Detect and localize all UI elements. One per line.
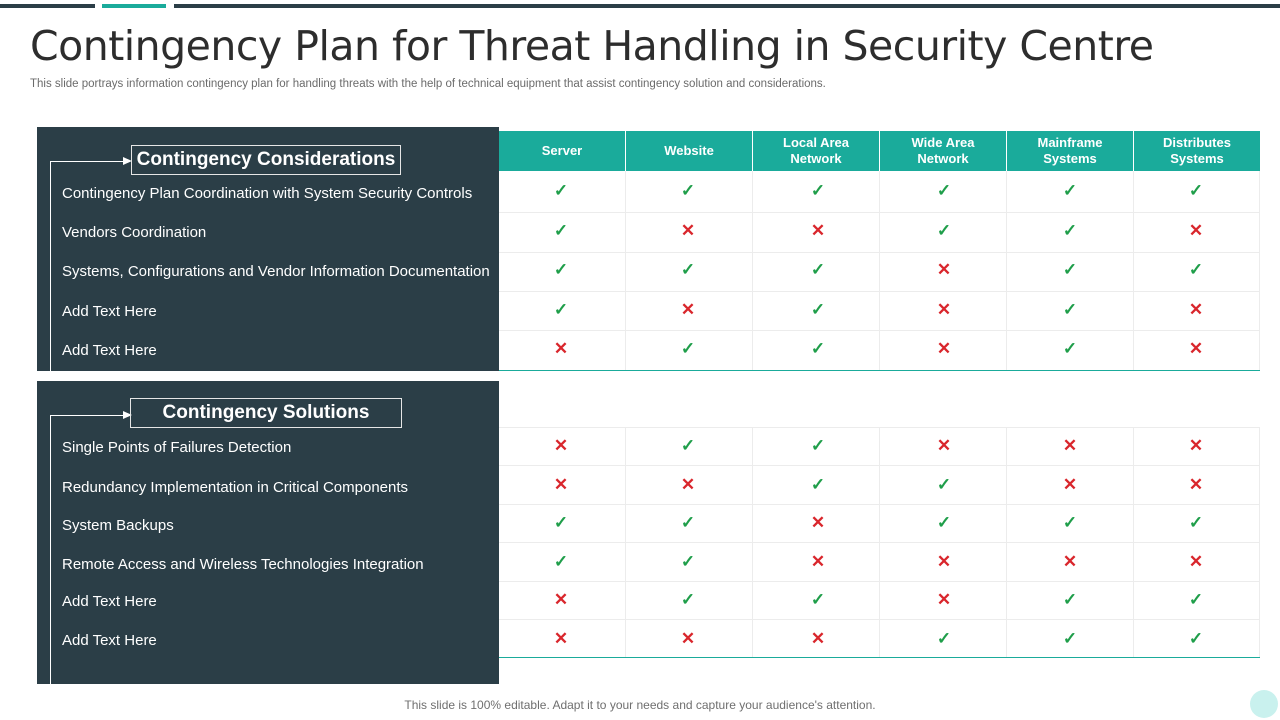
row-label: Add Text Here xyxy=(62,342,157,359)
table-divider xyxy=(499,657,1260,658)
grid-line xyxy=(1259,171,1260,370)
check-icon: ✓ xyxy=(1062,629,1078,648)
row-label: Systems, Configurations and Vendor Information Documentation xyxy=(62,263,490,280)
grid-line xyxy=(499,330,1260,331)
table-divider xyxy=(499,370,1260,371)
check-icon: ✓ xyxy=(680,260,696,279)
cross-icon: ✕ xyxy=(810,221,826,240)
cross-icon: ✕ xyxy=(936,590,952,609)
grid-line xyxy=(499,581,1260,582)
row-label: Contingency Plan Coordination with System Security Controls xyxy=(62,185,473,202)
cross-icon: ✕ xyxy=(936,339,952,358)
check-icon: ✓ xyxy=(553,513,569,532)
row-label: Add Text Here xyxy=(62,303,157,320)
check-icon: ✓ xyxy=(680,590,696,609)
cross-icon: ✕ xyxy=(680,629,696,648)
row-label: Add Text Here xyxy=(62,593,157,610)
cross-icon: ✕ xyxy=(810,513,826,532)
connector-horizontal xyxy=(50,415,128,416)
column-header-server: Server xyxy=(499,131,625,171)
page-subtitle: This slide portrays information contingency plan for handling threats with the help of technical equipment that assist contingency solution and considerations. xyxy=(30,78,826,90)
check-icon: ✓ xyxy=(680,552,696,571)
check-icon: ✓ xyxy=(1188,260,1204,279)
check-icon: ✓ xyxy=(680,339,696,358)
cross-icon: ✕ xyxy=(936,436,952,455)
check-icon: ✓ xyxy=(936,629,952,648)
grid-line xyxy=(499,619,1260,620)
cross-icon: ✕ xyxy=(1188,339,1204,358)
row-label: Redundancy Implementation in Critical Components xyxy=(62,479,409,496)
check-icon: ✓ xyxy=(1062,590,1078,609)
check-icon: ✓ xyxy=(553,300,569,319)
corner-dot xyxy=(1250,690,1278,718)
cross-icon: ✕ xyxy=(936,552,952,571)
column-header-lan: Local Area Network xyxy=(753,131,879,171)
top-bar-accent xyxy=(102,4,166,8)
check-icon: ✓ xyxy=(1188,513,1204,532)
top-bar-right xyxy=(174,4,1280,8)
cross-icon: ✕ xyxy=(1188,475,1204,494)
cross-icon: ✕ xyxy=(936,300,952,319)
cross-icon: ✕ xyxy=(1062,475,1078,494)
considerations-title: Contingency Considerations xyxy=(131,145,401,175)
footer-note: This slide is 100% editable. Adapt it to your needs and capture your audience's attention. xyxy=(404,698,876,712)
top-bar-left xyxy=(0,4,95,8)
check-icon: ✓ xyxy=(936,181,952,200)
row-label: System Backups xyxy=(62,517,174,534)
page-title: Contingency Plan for Threat Handling in Security Centre xyxy=(30,22,1154,70)
grid-line xyxy=(752,171,753,370)
check-icon: ✓ xyxy=(1188,629,1204,648)
cross-icon: ✕ xyxy=(680,221,696,240)
cross-icon: ✕ xyxy=(810,629,826,648)
cross-icon: ✕ xyxy=(1188,436,1204,455)
check-icon: ✓ xyxy=(810,590,826,609)
grid-line xyxy=(499,291,1260,292)
check-icon: ✓ xyxy=(936,475,952,494)
check-icon: ✓ xyxy=(810,475,826,494)
grid-line xyxy=(499,465,1260,466)
check-icon: ✓ xyxy=(553,260,569,279)
cross-icon: ✕ xyxy=(1062,436,1078,455)
check-icon: ✓ xyxy=(1062,300,1078,319)
cross-icon: ✕ xyxy=(680,475,696,494)
check-icon: ✓ xyxy=(810,300,826,319)
column-header-website: Website xyxy=(626,131,752,171)
cross-icon: ✕ xyxy=(1188,221,1204,240)
solutions-title: Contingency Solutions xyxy=(130,398,402,428)
check-icon: ✓ xyxy=(680,181,696,200)
column-header-distributed: Distributes Systems xyxy=(1134,131,1260,171)
row-label: Remote Access and Wireless Technologies Integration xyxy=(62,556,424,573)
check-icon: ✓ xyxy=(1062,221,1078,240)
grid-line xyxy=(1133,171,1134,370)
grid-line xyxy=(499,504,1260,505)
cross-icon: ✕ xyxy=(1188,552,1204,571)
check-icon: ✓ xyxy=(1062,339,1078,358)
check-icon: ✓ xyxy=(810,181,826,200)
grid-line xyxy=(879,171,880,370)
cross-icon: ✕ xyxy=(680,300,696,319)
check-icon: ✓ xyxy=(680,436,696,455)
check-icon: ✓ xyxy=(553,181,569,200)
grid-line xyxy=(499,252,1260,253)
cross-icon: ✕ xyxy=(1062,552,1078,571)
check-icon: ✓ xyxy=(810,436,826,455)
cross-icon: ✕ xyxy=(553,629,569,648)
check-icon: ✓ xyxy=(1062,513,1078,532)
check-icon: ✓ xyxy=(1188,181,1204,200)
cross-icon: ✕ xyxy=(810,552,826,571)
row-label: Single Points of Failures Detection xyxy=(62,439,292,456)
check-icon: ✓ xyxy=(553,552,569,571)
check-icon: ✓ xyxy=(1188,590,1204,609)
check-icon: ✓ xyxy=(1062,181,1078,200)
considerations-panel xyxy=(37,127,499,371)
cross-icon: ✕ xyxy=(1188,300,1204,319)
grid-line xyxy=(499,212,1260,213)
connector-horizontal xyxy=(50,161,128,162)
check-icon: ✓ xyxy=(810,339,826,358)
connector-vertical xyxy=(50,161,51,371)
connector-vertical xyxy=(50,415,51,684)
check-icon: ✓ xyxy=(680,513,696,532)
cross-icon: ✕ xyxy=(936,260,952,279)
row-label: Add Text Here xyxy=(62,632,157,649)
grid-line xyxy=(625,171,626,370)
column-header-wan: Wide Area Network xyxy=(880,131,1006,171)
check-icon: ✓ xyxy=(936,221,952,240)
row-label: Vendors Coordination xyxy=(62,224,207,241)
check-icon: ✓ xyxy=(553,221,569,240)
column-header-mainframe: Mainframe Systems xyxy=(1007,131,1133,171)
cross-icon: ✕ xyxy=(553,475,569,494)
check-icon: ✓ xyxy=(936,513,952,532)
solutions-panel xyxy=(37,381,499,684)
check-icon: ✓ xyxy=(810,260,826,279)
cross-icon: ✕ xyxy=(553,590,569,609)
cross-icon: ✕ xyxy=(553,436,569,455)
grid-line xyxy=(499,542,1260,543)
grid-line xyxy=(1006,171,1007,370)
check-icon: ✓ xyxy=(1062,260,1078,279)
cross-icon: ✕ xyxy=(553,339,569,358)
